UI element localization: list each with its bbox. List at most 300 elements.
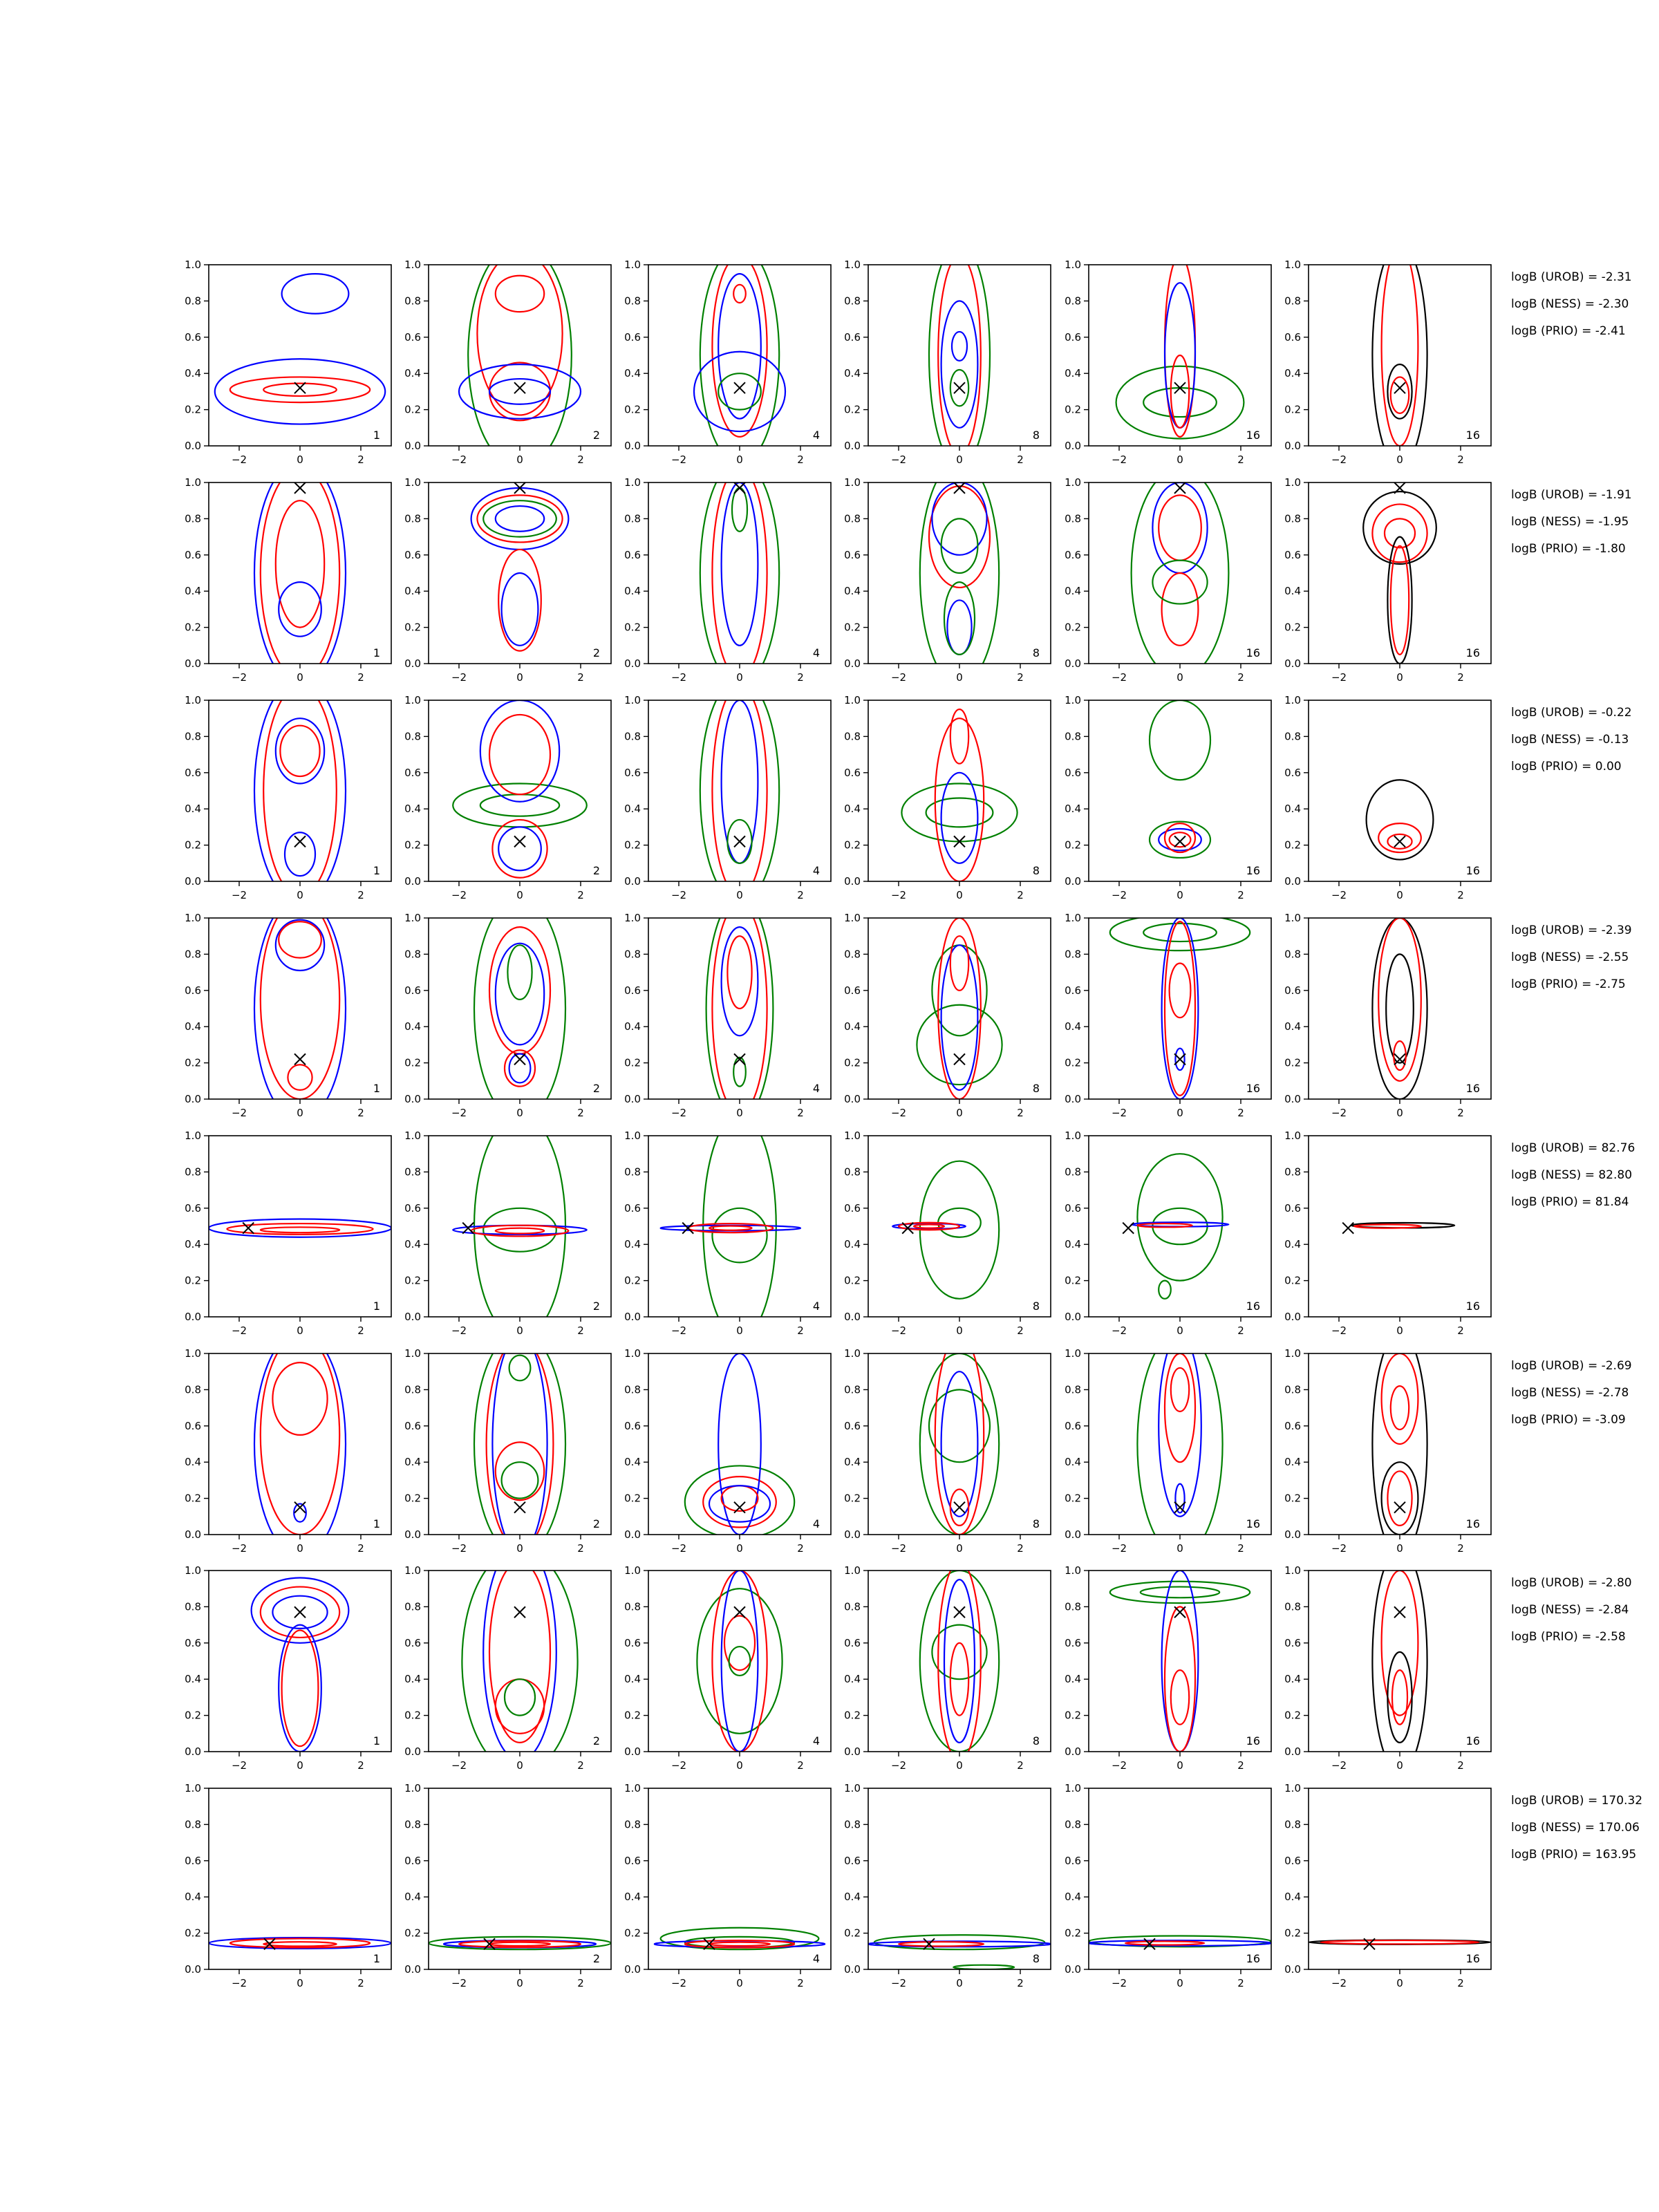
x-tick-label: −2 — [231, 1759, 247, 1772]
y-tick-label: 1.0 — [844, 1130, 861, 1142]
y-tick-label: 0.8 — [1065, 294, 1081, 308]
y-tick-label: 0.2 — [624, 1709, 641, 1722]
y-tick-label: 0.2 — [844, 1056, 861, 1069]
x-tick-label: −2 — [451, 1542, 467, 1555]
y-tick-label: 1.0 — [844, 912, 861, 924]
x-tick-label: −2 — [671, 1759, 687, 1772]
y-tick-label: 0.4 — [1284, 803, 1301, 816]
y-tick-label: 1.0 — [624, 1564, 641, 1577]
y-tick-label: 0.4 — [844, 1020, 861, 1033]
y-tick-label: 0.4 — [1065, 585, 1081, 598]
y-tick-label: 0.6 — [1065, 984, 1081, 997]
x-tick-label: −2 — [1331, 1977, 1347, 1989]
x-tick-label: 0 — [516, 889, 523, 901]
y-tick-label: 0.8 — [185, 512, 201, 525]
y-tick-label: 0.6 — [185, 766, 201, 779]
y-tick-label: 1.0 — [185, 1130, 201, 1142]
y-tick-label: 0.0 — [1284, 440, 1301, 452]
y-tick-label: 0.0 — [1065, 1528, 1081, 1541]
y-tick-label: 0.0 — [185, 1963, 201, 1976]
y-tick-label: 0.0 — [1284, 1093, 1301, 1105]
y-tick-label: 1.0 — [844, 1564, 861, 1577]
y-tick-label: 0.0 — [844, 1745, 861, 1758]
y-tick-label: 0.6 — [185, 1201, 201, 1215]
x-tick-label: −2 — [1111, 889, 1127, 901]
y-tick-label: 0.0 — [185, 1745, 201, 1758]
y-tick-label: 1.0 — [844, 694, 861, 706]
y-tick-label: 0.2 — [844, 1274, 861, 1287]
x-tick-label: 0 — [736, 1107, 743, 1119]
x-tick-label: 2 — [357, 453, 364, 466]
x-tick-label: 0 — [297, 1107, 303, 1119]
y-tick-label: 0.4 — [1065, 367, 1081, 380]
x-tick-label: 2 — [577, 453, 584, 466]
panel-label: 16 — [1465, 1517, 1480, 1530]
x-tick-label: 0 — [297, 1977, 303, 1989]
y-tick-label: 0.8 — [844, 1383, 861, 1396]
y-tick-label: 0.2 — [185, 1492, 201, 1505]
y-tick-label: 0.0 — [1065, 1745, 1081, 1758]
y-tick-label: 0.8 — [404, 1600, 421, 1613]
y-tick-label: 0.2 — [404, 621, 421, 634]
x-tick-label: 2 — [1237, 889, 1244, 901]
y-tick-label: 0.0 — [624, 875, 641, 888]
x-tick-label: −2 — [1111, 1324, 1127, 1337]
y-tick-label: 0.2 — [404, 403, 421, 416]
x-tick-label: 0 — [1396, 1542, 1403, 1555]
x-tick-label: 0 — [956, 1977, 963, 1989]
y-tick-label: 0.8 — [185, 294, 201, 308]
x-tick-label: 0 — [1396, 1759, 1403, 1772]
x-tick-label: 0 — [516, 1977, 523, 1989]
panel-label: 4 — [812, 429, 820, 442]
x-tick-label: 2 — [577, 889, 584, 901]
y-tick-label: 0.6 — [1065, 1636, 1081, 1649]
logb-prio-label: logB (PRIO) = -2.41 — [1511, 324, 1626, 338]
y-tick-label: 0.2 — [1284, 1927, 1301, 1940]
x-tick-label: −2 — [671, 1977, 687, 1989]
x-tick-label: −2 — [1111, 1107, 1127, 1119]
y-tick-label: 0.2 — [185, 621, 201, 634]
y-tick-label: 0.8 — [185, 1165, 201, 1179]
y-tick-label: 1.0 — [844, 259, 861, 271]
panel-label: 4 — [812, 1734, 820, 1747]
y-tick-label: 0.4 — [1065, 1238, 1081, 1251]
y-tick-label: 0.0 — [844, 657, 861, 670]
y-tick-label: 0.6 — [844, 1419, 861, 1432]
x-tick-label: 2 — [1457, 1542, 1464, 1555]
y-tick-label: 0.4 — [1065, 1456, 1081, 1469]
y-tick-label: 0.4 — [624, 1020, 641, 1033]
x-tick-label: 0 — [297, 453, 303, 466]
y-tick-label: 1.0 — [1065, 694, 1081, 706]
y-tick-label: 0.6 — [404, 984, 421, 997]
panel-label: 4 — [812, 1952, 820, 1965]
x-tick-label: 0 — [516, 1107, 523, 1119]
y-tick-label: 0.0 — [404, 875, 421, 888]
y-tick-label: 0.8 — [844, 294, 861, 308]
y-tick-label: 0.8 — [624, 1383, 641, 1396]
y-tick-label: 0.6 — [1284, 330, 1301, 344]
x-tick-label: 2 — [577, 1107, 584, 1119]
y-tick-label: 0.0 — [404, 440, 421, 452]
y-tick-label: 0.0 — [1284, 1528, 1301, 1541]
y-tick-label: 0.2 — [1284, 838, 1301, 852]
panel-label: 2 — [592, 1300, 600, 1313]
y-tick-label: 0.4 — [1284, 585, 1301, 598]
y-tick-label: 0.8 — [624, 1818, 641, 1831]
y-tick-label: 0.8 — [1284, 1165, 1301, 1179]
y-tick-label: 0.2 — [1065, 1274, 1081, 1287]
y-tick-label: 0.6 — [1284, 548, 1301, 561]
x-tick-label: 2 — [1237, 1759, 1244, 1772]
y-tick-label: 0.0 — [1065, 1093, 1081, 1105]
y-tick-label: 0.0 — [185, 657, 201, 670]
x-tick-label: 0 — [516, 1542, 523, 1555]
y-tick-label: 1.0 — [1065, 1564, 1081, 1577]
x-tick-label: −2 — [1111, 671, 1127, 684]
y-tick-label: 0.8 — [404, 730, 421, 743]
y-tick-label: 0.2 — [844, 621, 861, 634]
y-tick-label: 1.0 — [185, 1347, 201, 1360]
y-tick-label: 0.0 — [624, 440, 641, 452]
y-tick-label: 0.6 — [624, 1201, 641, 1215]
x-tick-label: −2 — [671, 1542, 687, 1555]
y-tick-label: 0.6 — [844, 1854, 861, 1867]
logb-ness-label: logB (NESS) = -0.13 — [1511, 733, 1629, 747]
y-tick-label: 0.4 — [404, 585, 421, 598]
y-tick-label: 0.6 — [844, 984, 861, 997]
x-tick-label: 0 — [516, 1759, 523, 1772]
y-tick-label: 0.2 — [404, 1056, 421, 1069]
logb-prio-label: logB (PRIO) = 81.84 — [1511, 1195, 1629, 1209]
y-tick-label: 0.6 — [1284, 1419, 1301, 1432]
y-tick-label: 0.0 — [1065, 1963, 1081, 1976]
x-tick-label: −2 — [451, 1324, 467, 1337]
y-tick-label: 1.0 — [404, 1347, 421, 1360]
y-tick-label: 0.6 — [1065, 1419, 1081, 1432]
y-tick-label: 0.6 — [624, 984, 641, 997]
logb-urob-label: logB (UROB) = -2.69 — [1511, 1359, 1632, 1373]
y-tick-label: 0.6 — [185, 984, 201, 997]
y-tick-label: 0.0 — [624, 1745, 641, 1758]
x-tick-label: 0 — [1177, 889, 1183, 901]
x-tick-label: −2 — [231, 1107, 247, 1119]
y-tick-label: 1.0 — [624, 1347, 641, 1360]
panel-label: 8 — [1032, 429, 1040, 442]
x-tick-label: 0 — [1396, 453, 1403, 466]
y-tick-label: 0.6 — [624, 1854, 641, 1867]
y-tick-label: 1.0 — [185, 1564, 201, 1577]
y-tick-label: 0.0 — [404, 1311, 421, 1323]
panel-label: 4 — [812, 864, 820, 877]
y-tick-label: 0.0 — [624, 1528, 641, 1541]
y-tick-label: 0.8 — [1065, 730, 1081, 743]
y-tick-label: 0.2 — [1065, 621, 1081, 634]
y-tick-label: 0.0 — [1065, 440, 1081, 452]
y-tick-label: 0.6 — [844, 1201, 861, 1215]
panel-label: 16 — [1465, 1952, 1480, 1965]
panel-label: 1 — [373, 1082, 380, 1095]
y-tick-label: 1.0 — [404, 476, 421, 489]
y-tick-label: 0.4 — [844, 1891, 861, 1904]
y-tick-label: 0.8 — [844, 948, 861, 961]
y-tick-label: 0.6 — [624, 766, 641, 779]
logb-urob-label: logB (UROB) = -2.31 — [1511, 270, 1632, 284]
y-tick-label: 1.0 — [624, 476, 641, 489]
y-tick-label: 0.4 — [185, 1238, 201, 1251]
y-tick-label: 0.0 — [185, 440, 201, 452]
y-tick-label: 0.0 — [844, 1311, 861, 1323]
y-tick-label: 0.2 — [624, 403, 641, 416]
x-tick-label: 2 — [357, 1977, 364, 1989]
x-tick-label: 0 — [1177, 453, 1183, 466]
y-tick-label: 0.8 — [844, 512, 861, 525]
x-tick-label: 0 — [736, 1977, 743, 1989]
y-tick-label: 0.4 — [1284, 1891, 1301, 1904]
y-tick-label: 0.6 — [185, 1419, 201, 1432]
y-tick-label: 0.4 — [844, 803, 861, 816]
y-tick-label: 1.0 — [1284, 694, 1301, 706]
panel-label: 8 — [1032, 646, 1040, 659]
logb-urob-label: logB (UROB) = 170.32 — [1511, 1794, 1643, 1808]
x-tick-label: −2 — [1331, 889, 1347, 901]
y-tick-label: 0.2 — [404, 1274, 421, 1287]
y-tick-label: 0.0 — [185, 1311, 201, 1323]
y-tick-label: 0.2 — [624, 1274, 641, 1287]
x-tick-label: −2 — [451, 1977, 467, 1989]
y-tick-label: 1.0 — [404, 694, 421, 706]
y-tick-label: 0.2 — [185, 838, 201, 852]
x-tick-label: 2 — [577, 1977, 584, 1989]
x-tick-label: 2 — [357, 671, 364, 684]
x-tick-label: −2 — [890, 1542, 907, 1555]
x-tick-label: 2 — [1017, 1107, 1024, 1119]
x-tick-label: 2 — [1457, 1977, 1464, 1989]
logb-prio-label: logB (PRIO) = -2.58 — [1511, 1630, 1626, 1644]
panel-label: 2 — [592, 1517, 600, 1530]
y-tick-label: 1.0 — [185, 259, 201, 271]
y-tick-label: 0.0 — [404, 1093, 421, 1105]
x-tick-label: 0 — [1396, 889, 1403, 901]
x-tick-label: 2 — [357, 1759, 364, 1772]
y-tick-label: 0.2 — [1284, 403, 1301, 416]
y-tick-label: 0.2 — [404, 1709, 421, 1722]
y-tick-label: 0.2 — [844, 1709, 861, 1722]
x-tick-label: 2 — [1457, 671, 1464, 684]
x-tick-label: 2 — [1237, 1324, 1244, 1337]
y-tick-label: 0.2 — [624, 1927, 641, 1940]
panel-label: 8 — [1032, 1082, 1040, 1095]
y-tick-label: 0.2 — [1284, 1056, 1301, 1069]
logb-prio-label: logB (PRIO) = -1.80 — [1511, 542, 1626, 556]
x-tick-label: −2 — [890, 1107, 907, 1119]
y-tick-label: 0.6 — [404, 1201, 421, 1215]
y-tick-label: 0.6 — [624, 1419, 641, 1432]
y-tick-label: 1.0 — [624, 1782, 641, 1794]
y-tick-label: 1.0 — [1065, 476, 1081, 489]
y-tick-label: 0.6 — [1065, 330, 1081, 344]
panel-label: 2 — [592, 1734, 600, 1747]
panel-label: 8 — [1032, 1300, 1040, 1313]
x-tick-label: −2 — [451, 453, 467, 466]
y-tick-label: 0.4 — [185, 1456, 201, 1469]
y-tick-label: 0.6 — [1284, 1854, 1301, 1867]
y-tick-label: 0.8 — [185, 1383, 201, 1396]
x-tick-label: 2 — [1237, 1107, 1244, 1119]
x-tick-label: 2 — [1017, 1324, 1024, 1337]
y-tick-label: 0.2 — [1065, 1492, 1081, 1505]
x-tick-label: 0 — [1177, 671, 1183, 684]
y-tick-label: 1.0 — [404, 1782, 421, 1794]
y-tick-label: 0.0 — [1065, 1311, 1081, 1323]
y-tick-label: 1.0 — [404, 1564, 421, 1577]
y-tick-label: 0.4 — [844, 585, 861, 598]
y-tick-label: 0.4 — [624, 367, 641, 380]
x-tick-label: 2 — [1237, 671, 1244, 684]
panel-label: 16 — [1465, 1300, 1480, 1313]
y-tick-label: 0.4 — [1065, 1673, 1081, 1686]
panel-label: 1 — [373, 1952, 380, 1965]
panel-label: 4 — [812, 1082, 820, 1095]
panel-label: 16 — [1246, 864, 1260, 877]
y-tick-label: 0.4 — [844, 1238, 861, 1251]
x-tick-label: 2 — [357, 1542, 364, 1555]
y-tick-label: 0.8 — [1284, 1600, 1301, 1613]
x-tick-label: 2 — [797, 1107, 804, 1119]
panel-label: 4 — [812, 1517, 820, 1530]
y-tick-label: 0.8 — [844, 1818, 861, 1831]
y-tick-label: 0.8 — [1284, 1383, 1301, 1396]
y-tick-label: 1.0 — [1065, 912, 1081, 924]
y-tick-label: 0.4 — [624, 1673, 641, 1686]
x-tick-label: 2 — [357, 1324, 364, 1337]
panel-label: 1 — [373, 1300, 380, 1313]
y-tick-label: 0.0 — [1284, 875, 1301, 888]
x-tick-label: 2 — [1457, 889, 1464, 901]
y-tick-label: 0.8 — [404, 512, 421, 525]
x-tick-label: −2 — [231, 671, 247, 684]
logb-prio-label: logB (PRIO) = -3.09 — [1511, 1413, 1626, 1427]
x-tick-label: 2 — [797, 1542, 804, 1555]
x-tick-label: 2 — [1017, 1542, 1024, 1555]
x-tick-label: 2 — [797, 889, 804, 901]
logb-urob-label: logB (UROB) = -0.22 — [1511, 706, 1632, 720]
y-tick-label: 0.6 — [1284, 1201, 1301, 1215]
y-tick-label: 0.4 — [185, 367, 201, 380]
panel-label: 16 — [1246, 1300, 1260, 1313]
y-tick-label: 0.8 — [624, 512, 641, 525]
logb-urob-label: logB (UROB) = -1.91 — [1511, 488, 1632, 502]
y-tick-label: 0.8 — [404, 1383, 421, 1396]
y-tick-label: 1.0 — [1284, 1130, 1301, 1142]
x-tick-label: 0 — [297, 1324, 303, 1337]
x-tick-label: 0 — [956, 1107, 963, 1119]
x-tick-label: 0 — [956, 1542, 963, 1555]
y-tick-label: 0.8 — [185, 1818, 201, 1831]
y-tick-label: 0.8 — [624, 1165, 641, 1179]
x-tick-label: 0 — [1396, 1324, 1403, 1337]
y-tick-label: 0.2 — [185, 1927, 201, 1940]
logb-ness-label: logB (NESS) = -2.78 — [1511, 1386, 1629, 1400]
y-tick-label: 0.0 — [1065, 875, 1081, 888]
y-tick-label: 0.4 — [624, 1456, 641, 1469]
y-tick-label: 0.6 — [844, 766, 861, 779]
y-tick-label: 0.8 — [624, 294, 641, 308]
y-tick-label: 0.6 — [1284, 766, 1301, 779]
y-tick-label: 0.8 — [1065, 1383, 1081, 1396]
x-tick-label: −2 — [231, 889, 247, 901]
x-tick-label: 0 — [736, 1324, 743, 1337]
y-tick-label: 0.8 — [1065, 1818, 1081, 1831]
y-tick-label: 0.4 — [624, 585, 641, 598]
y-tick-label: 0.4 — [185, 1020, 201, 1033]
x-tick-label: 0 — [736, 453, 743, 466]
x-tick-label: 0 — [736, 1542, 743, 1555]
panel-label: 4 — [812, 646, 820, 659]
panel-label: 16 — [1246, 1082, 1260, 1095]
y-tick-label: 1.0 — [1065, 1347, 1081, 1360]
y-tick-label: 0.6 — [1284, 984, 1301, 997]
y-tick-label: 0.6 — [1065, 1854, 1081, 1867]
x-tick-label: −2 — [890, 453, 907, 466]
y-tick-label: 0.4 — [844, 1456, 861, 1469]
panel-label: 16 — [1246, 1952, 1260, 1965]
y-tick-label: 0.8 — [1284, 294, 1301, 308]
panel-label: 1 — [373, 864, 380, 877]
y-tick-label: 1.0 — [624, 694, 641, 706]
x-tick-label: 0 — [956, 889, 963, 901]
x-tick-label: 2 — [797, 1324, 804, 1337]
panel-label: 16 — [1465, 1734, 1480, 1747]
panel-label: 16 — [1246, 1734, 1260, 1747]
y-tick-label: 0.8 — [1065, 1600, 1081, 1613]
y-tick-label: 0.6 — [624, 330, 641, 344]
y-tick-label: 0.8 — [404, 294, 421, 308]
y-tick-label: 0.2 — [624, 838, 641, 852]
y-tick-label: 0.6 — [185, 330, 201, 344]
y-tick-label: 1.0 — [624, 259, 641, 271]
x-tick-label: −2 — [231, 453, 247, 466]
panel-label: 1 — [373, 1517, 380, 1530]
x-tick-label: 0 — [297, 1542, 303, 1555]
y-tick-label: 1.0 — [185, 1782, 201, 1794]
y-tick-label: 0.4 — [1065, 803, 1081, 816]
y-tick-label: 0.8 — [1284, 1818, 1301, 1831]
logb-prio-label: logB (PRIO) = 0.00 — [1511, 760, 1622, 774]
y-tick-label: 0.2 — [1284, 1492, 1301, 1505]
y-tick-label: 0.2 — [624, 1492, 641, 1505]
y-tick-label: 0.6 — [624, 1636, 641, 1649]
panel-label: 16 — [1246, 1517, 1260, 1530]
y-tick-label: 1.0 — [1284, 1347, 1301, 1360]
y-tick-label: 0.4 — [404, 1891, 421, 1904]
y-tick-label: 0.4 — [1065, 1891, 1081, 1904]
panel-label: 16 — [1246, 646, 1260, 659]
x-tick-label: 0 — [516, 453, 523, 466]
y-tick-label: 0.8 — [1065, 1165, 1081, 1179]
y-tick-label: 0.0 — [844, 875, 861, 888]
y-tick-label: 0.0 — [624, 1311, 641, 1323]
logb-ness-label: logB (NESS) = 170.06 — [1511, 1821, 1640, 1835]
y-tick-label: 0.8 — [185, 1600, 201, 1613]
y-tick-label: 0.4 — [185, 803, 201, 816]
y-tick-label: 0.8 — [1065, 512, 1081, 525]
y-tick-label: 0.4 — [1284, 367, 1301, 380]
x-tick-label: −2 — [671, 1107, 687, 1119]
y-tick-label: 0.2 — [844, 403, 861, 416]
y-tick-label: 0.0 — [844, 1093, 861, 1105]
